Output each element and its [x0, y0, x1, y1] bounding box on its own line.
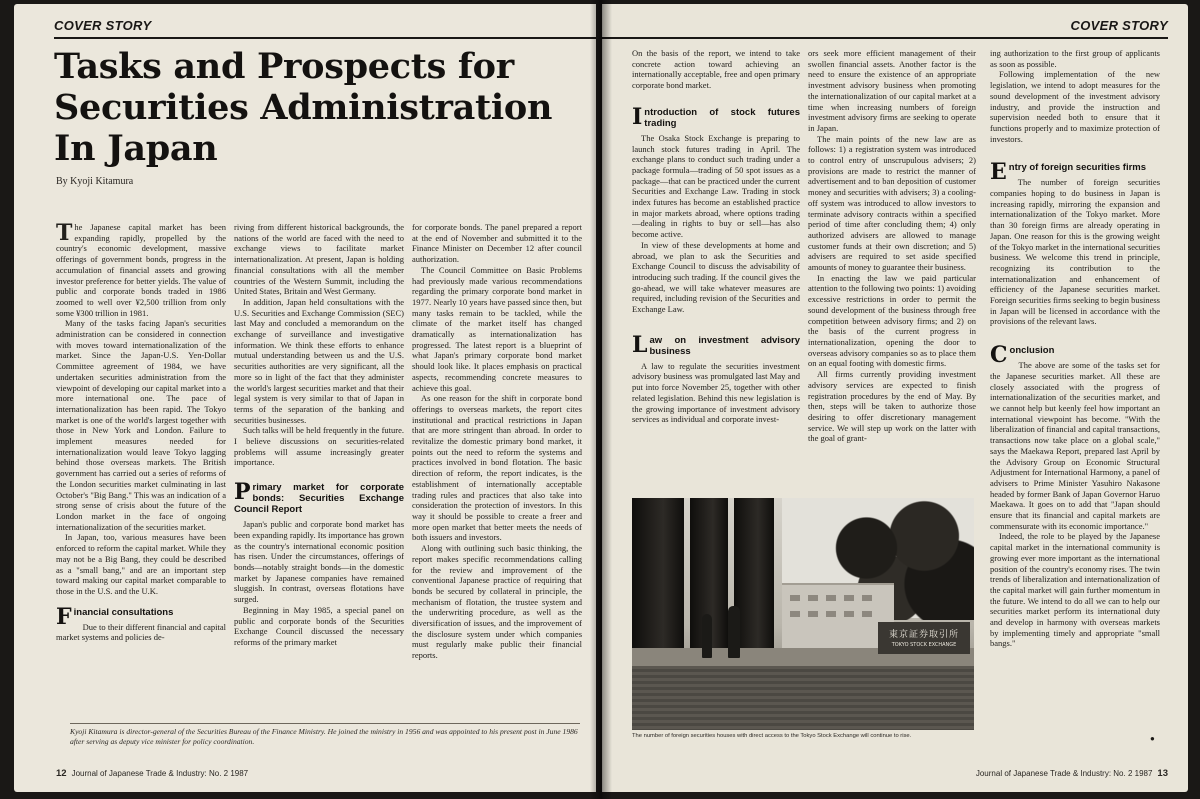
photo-pillar	[734, 498, 774, 668]
section-tag-left: COVER STORY	[54, 18, 152, 33]
stock-exchange-photo	[632, 498, 974, 730]
title-line-2: Securities Administration	[54, 87, 553, 128]
left-page	[14, 4, 596, 792]
left-column-3	[412, 222, 582, 722]
author-footnote: Kyoji Kitamura is director-general of the Securities Bureau of the Finance Ministry. He joined the ministry in 1956 and was appointed to his present post in June 1986 after serving as deputy vice minister for policy coordination.	[70, 723, 580, 747]
folio-left	[56, 768, 248, 779]
paragraph: riving from different historical backgrounds, the nations of the world are faced with the need to exchange views to facilitate market internationalization. At present, Japan is holding financial consultations with all the member countries of the Western Summit, including the United States, Britain and West Germany.	[234, 222, 404, 297]
subhead-conclusion: Conclusion	[990, 342, 1055, 369]
subhead-primary-market: Primary market for corporate bonds: Securities Exchange Council Report	[234, 479, 404, 516]
paragraph: The Japanese capital market has been expanding rapidly, propelled by the country's economic development, massive offerings of government bonds, progress in the accumulation of financial assets and growing investor preference for better yields. The value of public and corporate bonds traded in 1986 zoomed to well over ¥2,500 trillion from only some ¥300 trillion in 1981.	[56, 222, 226, 318]
left-column-1	[56, 222, 226, 722]
paragraph: In Japan, too, various measures have been enforced to reform the capital market. While they may not be a Big Bang, they could be described as a "small bang," and are an important step toward making our capital market comparable to those in the U.S. and the U.K.	[56, 532, 226, 596]
byline: By Kyoji Kitamura	[56, 176, 134, 187]
photo-person	[728, 606, 740, 658]
journal-name: Journal of Japanese Trade & Industry: No. 2 1987	[71, 769, 249, 778]
paragraph: Beginning in May 1985, a special panel on public and corporate bonds of the Securities Exchange Council discussed the necessary reforms of the primary market	[234, 604, 404, 647]
subhead-foreign-firms: Entry of foreign securities firms	[990, 159, 1147, 186]
journal-name: Journal of Japanese Trade & Industry: No. 2 1987	[975, 769, 1153, 778]
paragraph: The number of foreign securities companies hoping to do business in Japan is increasing rapidly, mirroring the expansion and internationalization of the Tokyo market. More than 30 foreign firms are already operating in Japan. One reason for this is the growing weight of the Tokyo market in the international securities business. We welcome this trend in principle, recognizing its contribution to the internationalization and enhancement of efficiency of the Japanese securities market. Foreign securities firms seeking to begin business in Japan will be licensed in accordance with the provisions of the relevant laws.	[990, 177, 1160, 327]
paragraph: Due to their different financial and capital market systems and policies de-	[56, 621, 226, 643]
paragraph: The main points of the new law are as follows: 1) a registration system was introduced to control entry of unscrupulous advisers; 2) provisions are made to restrict the manner of advertisement and to ban deposition of customer money and securities with advisers; 3) a cooling-off system was introduced to allow investors to terminate advisory contracts within a specified period of time after concluding them; 4) only authorized advisers are allowed to manage customer funds at their own discretion; and 5) advisers are required to set aside specified amounts of money to guarantee their business.	[808, 133, 976, 273]
paragraph: Such talks will be held frequently in the future. I believe discussions on securities-related problems will assume increasingly greater importance.	[234, 425, 404, 468]
paragraph: ors seek more efficient management of their swollen financial assets. Another factor is the need to ensure the existence of an appropriate investment advisory business when promoting the internationalization of our capital market at a time when increasing numbers of foreign investment advisory firms are seeking to operate in Japan.	[808, 48, 976, 133]
title-line-3: In Japan	[54, 128, 218, 169]
exchange-sign: 東京証券取引所 TOKYO STOCK EXCHANGE	[878, 622, 970, 654]
paragraph: for corporate bonds. The panel prepared a report at the end of November and submitted it to the Finance Minister on December 12 after council authorization.	[412, 222, 582, 265]
header-rule-right	[602, 37, 1168, 39]
paragraph: In view of these developments at home and abroad, we plan to ask the Securities and Exchange Council to discuss the advisability of introducing such trading. If the council gives the go-ahead, we will take whatever measures are required, including revision of the Securities and Exchange Law.	[632, 239, 800, 315]
paragraph: The above are some of the tasks set for the Japanese securities market. All these are closely associated with the progress of internationalization of the securities market, and we cannot help but keenly feel how important an international viewpoint has become. "With the liberalization of financial and capital transactions, transactions now take place on a global scale," says the Maekawa Report, prepared last April by the Advisory Group on Economic Structural Adjustment for International Harmony, a panel of advisers to Prime Minister Yasuhiro Nakasone headed by former Bank of Japan Governor Haruo Maekawa. It goes on to add that "Japan should ensure that its financial and capital markets are commensurate with its economic importance."	[990, 360, 1160, 531]
paragraph: Many of the tasks facing Japan's securities administration can be considered in connection with moves toward internationalization of the market. Since the Japan-U.S. Yen-Dollar Committee agreement of 1984, we have undertaken securities administration from the viewpoint of developing our capital market into a more international one. The pace of internationalization has been rapid. The Tokyo market is one of the world's largest together with those in New York and London. Failure to implement measures needed for internationalization would leave Tokyo lagging behind those overseas markets. The British government has carried out a series of reforms of the London securities market culminating in last October's "Big Bang." This was an indication of a strong sense of crisis about the future of the London market in the face of ongoing internationalization of the securities market.	[56, 318, 226, 532]
photo-pillar	[632, 498, 684, 668]
photo-caption: The number of foreign securities houses with direct access to the Tokyo Stock Exchange will continue to rise.	[632, 733, 912, 739]
section-tag-right: COVER STORY	[1070, 18, 1168, 33]
paragraph: All firms currently providing investment advisory services are expected to finish registration procedures by the end of May. By then, steps will be taken to authorize those desiring to offer discretionary management service. We will step up work on the latter with the goal of grant-	[808, 369, 976, 444]
subhead-stock-futures: Introduction of stock futures trading	[632, 103, 800, 130]
folio-right	[976, 768, 1168, 779]
subhead-financial-consultations: Financial consultations	[56, 603, 174, 630]
title-line-1: Tasks and Prospects for	[54, 46, 514, 87]
photo-wall	[632, 666, 974, 730]
paragraph: Following implementation of the new legislation, we intend to adopt measures for the sound development of the investment advisory industry, and provide the instruction and supervision needed both to ensure that it functions properly and to maximize protection of investors.	[990, 69, 1160, 144]
paragraph: In addition, Japan held consultations with the U.S. Securities and Exchange Commission (SEC) last May and concluded a memorandum on the exchange of surveillance and investigative information. We think these efforts to enhance mutual understanding between us and the U.S. securities authorities are very significant, all the more so in light of the fact that they administer the world's largest securities market and that their legal system is very similar to that of Japan in terms of the separation of the banking and securities businesses.	[234, 296, 404, 425]
page-number: 12	[56, 768, 67, 779]
paragraph: The Council Committee on Basic Problems had previously made various recommendations regarding the primary corporate bond market in 1977. Nearly 10 years have passed since then, but many tasks remain to be tackled, while the climate of the market itself has changed dramatically as internationalization has progressed. The latest report is a blueprint of what Japan's primary corporate bond market should look like. It places emphasis on practical aspects, recommending concrete measures to achieve this goal.	[412, 264, 582, 393]
right-page	[602, 4, 1188, 792]
subhead-investment-advisory: Law on investment advisory business	[632, 331, 800, 358]
paragraph: In enacting the law we paid particular attention to the following two points: 1) avoiding excessive restrictions in order to permit the sound development of the business through free competition between advisory firms; and 2) on the basis of the current progress in internationalization, opening the door to overseas advisory companies so as to place them on an equal footing with domestic firms.	[808, 272, 976, 369]
left-column-2	[234, 222, 404, 722]
page-number: 13	[1157, 768, 1168, 779]
paragraph: Indeed, the role to be played by the Japanese capital market in the international community is growing ever more important as the international position of the country's economy rises. The twin trends of liberalization and internationalization of the capital market will gain further momentum in the future. We intend to do all we can to help our securities market perform its international duty and develop in harmony with overseas markets by implementing timely and appropriate "small bangs."	[990, 531, 1160, 649]
right-column-2	[808, 48, 976, 492]
paragraph: ing authorization to the first group of applicants as soon as possible.	[990, 48, 1160, 69]
right-column-1	[632, 48, 800, 492]
paragraph: On the basis of the report, we intend to take concrete action toward achieving an internationally acceptable, free and open primary corporate bond market.	[632, 48, 800, 91]
header-rule-left	[54, 37, 596, 39]
article-title	[54, 46, 594, 169]
paragraph: A law to regulate the securities investment advisory business was promulgated last May and put into force November 25, together with other related legislation. Behind this new legislation is the growing importance of investment advisory services as individual and corporate invest-	[632, 360, 800, 425]
end-mark: ●	[1150, 734, 1155, 743]
photo-person	[702, 614, 712, 658]
paragraph: Japan's public and corporate bond market has been expanding rapidly. Its importance has grown as the country's international economic position has risen. Under the circumstances, offerings of bonds—notably straight bonds—in the domestic market by Japanese companies have remained sluggish. In contrast, overseas flotations have surged.	[234, 519, 404, 605]
paragraph: Along with outlining such basic thinking, the report makes specific recommendations calling for the review and improvement of the conventional Japanese practice of requiring that bonds be secured by collateral in principle, the mechanism of flotation, the trustee system and the underwriting procedure, as well as the diversification of issues, and the improvement of the disclosure system under which companies must regularly make public their financial reports.	[412, 543, 582, 661]
paragraph: As one reason for the shift in corporate bond offerings to overseas markets, the report cites institutional and practical restrictions in Japan that are more stringent than abroad. In order to revitalize the domestic primary bond market, it points out the need to reform the systems and practices involved in bond flotation. The basic direction of reform, the report indicates, is the establishment of internationally acceptable trading rules and practices that also take into consideration the protection of investors. In this way it should be possible to create a freer and more open market that better meets the needs of both issuers and investors.	[412, 393, 582, 543]
paragraph: The Osaka Stock Exchange is preparing to launch stock futures trading in April. The exchange plans to conduct such trading under a package formula—trading of 50 spot issues as a package—that can be practiced under the current Securities and Exchange Law. Trading in stock index futures has become an established practice in major markets abroad, where options trading—dealing in rights to buy or sell—has also become active.	[632, 132, 800, 240]
right-column-3	[990, 48, 1160, 748]
